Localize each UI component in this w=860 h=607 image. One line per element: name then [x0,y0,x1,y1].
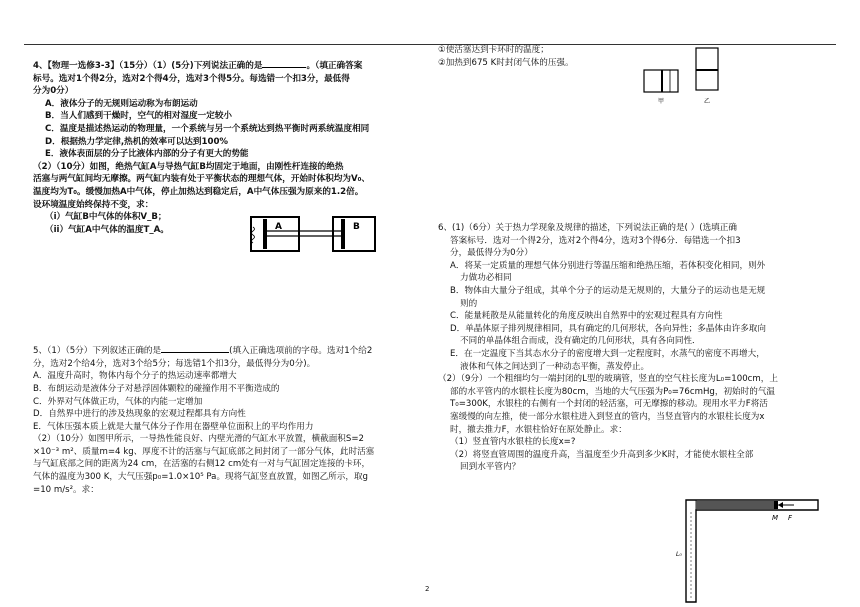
q5-option-c: C．外界对气体做正功，气体的内能一定增加 [33,396,203,407]
l-tube-diagram [678,492,828,607]
q4-part2-line2: 活塞与两气缸间均无摩擦。两气缸内装有处于平衡状态的理想气体，开始时体积均为V₀、 [33,174,370,185]
spacer [438,106,836,222]
q5-option-a: A．温度升高时，物体内每个分子的热运动速率都增大 [33,371,237,382]
label-f: F [788,514,793,522]
q6-header: 6、(1)（6分）关于热力学现象及规律的描述，下列说法正确的是( ）(选填正确 [438,223,737,233]
answer-blank[interactable] [262,58,306,68]
q4-sub-block [33,211,425,251]
q5-cont-block [438,44,836,106]
left-column [33,58,425,496]
q4-option-b: B．当人们感到干燥时，空气的相对湿度一定较小 [45,111,233,122]
q4-part2-line1: （2）（10分）如图，绝热气缸A与导热气缸B均固定于地面，由刚性杆连接的绝热 [33,161,344,172]
q6-part2-line3: T₀=300K，水银柱的右侧有一个封闭的轻活塞，可无摩擦的移动。现用水平力F将活 [450,399,768,410]
q5-part2-line5: =10 m/s²。求： [33,484,99,495]
q6-option-c: C．能量耗散是从能量转化的角度反映出自然界中的宏观过程具有方向性 [450,311,723,322]
q4-part2-line4: 设环境温度始终保持不变，求： [33,199,154,210]
q6-option-a-cont: 力做功必相同 [460,273,512,284]
q6-part2-line1: （2）（9分）一个粗细均匀一端封闭的L型的玻璃管，竖直的空气柱长度为L₀=100cm，上 [438,374,778,385]
q6-part2-line4: 塞缓慢的向左推，使一部分水银柱进入到竖直的管内，当竖直管内的水银柱长度为x [450,411,765,422]
q6-option-e: E．在一定温度下当其态水分子的密度增大到一定程度时，水蒸气的密度不再增大， [450,348,765,359]
right-column [438,44,836,558]
q6-option-b-cont: 则的 [460,298,478,309]
q6-option-a: A．将某一定质量的理想气体分别进行等温压缩和绝热压缩，若体积变化相同，则外 [450,260,766,271]
q5-header-2: 分，选对2个给4分，选对3个给5分；每选错1个扣3分，最低得分为0分)。 [33,358,316,369]
label-yi: 乙 [704,98,711,105]
q6-option-e-cont: 液体和气体之间达到了一种动态平衡，蒸发停止。 [460,361,650,372]
cylinder-diagram [233,215,383,255]
q4-option-e: E．液体表面层的分子比液体内部的分子有更大的势能 [45,149,249,160]
spacer [33,251,425,343]
q5-part2-line2: ×10⁻³ m²、质量m=4 kg、厚度不计的活塞与气缸底部之间封闭了一部分气体，此时活塞 [33,446,375,457]
q6-header-3: 分，最低得分为0分） [450,248,533,259]
page-number: 2 [425,585,430,593]
q4-part2-line3: 温度均为T₀。缓慢加热A中气体，停止加热达到稳定后，A中气体压强为原来的1.2倍。 [33,186,364,197]
q5-part2-line3: 与气缸底部之间的距离为24 cm，在活塞的右侧12 cm处有一对与气缸固定连接的卡环， [33,459,371,470]
q4-option-d: D．根据热力学定律,热机的效率可以达到100% [45,136,229,147]
cylinder-jia-yi-diagram [638,44,728,106]
q5-header: 5、（1）（5分）下列叙述正确的是 (填入正确选项前的字母。选对1个给2 [33,343,425,358]
q4-sub-ii: （ii）气缸A中气体的温度T_A。 [45,224,169,235]
q4-option-c: C．温度是描述热运动的物理量，一个系统与另一个系统达到热平衡时两系统温度相同 [45,123,370,134]
q5-part2-line1: （2）（10分）如图甲所示，一导热性能良好、内壁光滑的气缸水平放置，横截面积S=2 [33,434,365,445]
label-b: B [353,222,360,233]
q4-sub-i: （i）气缸B中气体的体积V_B； [45,212,167,223]
q4-header: 4、【物理一选修3-3】（15分）（1）(5分)下列说法正确的是 。（填正确答案 [33,58,425,73]
q5-option-d: D．自然界中进行的涉及热现象的宏观过程都具有方向性 [33,409,246,420]
q5-option-e: E．气体压强本质上就是大量气体分子作用在器壁单位面积上的平均作用力 [33,421,314,432]
label-m: M [772,514,779,522]
q6-option-d: D．单晶体原子排列规律相同，具有确定的几何形状，各向异性；多晶体由许多取向 [450,323,766,334]
label-jia: 甲 [658,98,665,105]
q5-cont-1: ①使活塞达到卡环时的温度； [438,45,549,55]
q6-sub-2-cont: 回到水平管内？ [460,462,521,473]
q6-part2-line5: 时，撤去推力F，水银柱恰好在原处静止。求： [450,424,627,435]
q6-option-b: B．物体由大量分子组成，其单个分子的运动是无规则的，大量分子的运动也是无规 [450,285,766,296]
q4-option-a: A．液体分子的无规则运动称为布朗运动 [45,98,198,109]
q4-header-3: 分为0分） [33,86,74,97]
q6-option-d-cont: 不同的单晶体组合而成，没有确定的几何形状，具有各向同性． [460,336,701,347]
label-a: A [275,222,282,233]
q5-cont-2: ②加热到675 K时封闭气体的压强。 [438,57,574,68]
q5-part2-line4: 气体的温度为300 K，大气压强p₀=1.0×10⁵ Pa。现将气缸竖直放置，如图乙所示，取g [33,472,368,483]
label-l0: L₀ [676,551,682,558]
q6-sub-1: （1）竖直管内水银柱的长度x=? [450,437,576,448]
q6-header-2: 答案标号．选对一个得2分，选对2个得4分，选对3个得6分．每错选一个扣3 [450,235,741,246]
answer-blank[interactable] [161,343,229,353]
q4-header-2: 标号。选对1个得2分，选对2个得4分，选对3个得5分。每选错一个扣3分，最低得 [33,73,350,84]
q5-option-b: B．布朗运动是液体分子对悬浮固体颗粒的碰撞作用不平衡造成的 [33,383,280,394]
q6-part2-line2: 部的水平管内的水银柱长度为80cm，当地的大气压强为P₀=76cmHg，初始时的气温 [450,386,776,397]
q6-sub-2: （2）将竖直管周围的温度升高，当温度至少升高到多少K时，才能使水银柱全部 [450,449,754,460]
